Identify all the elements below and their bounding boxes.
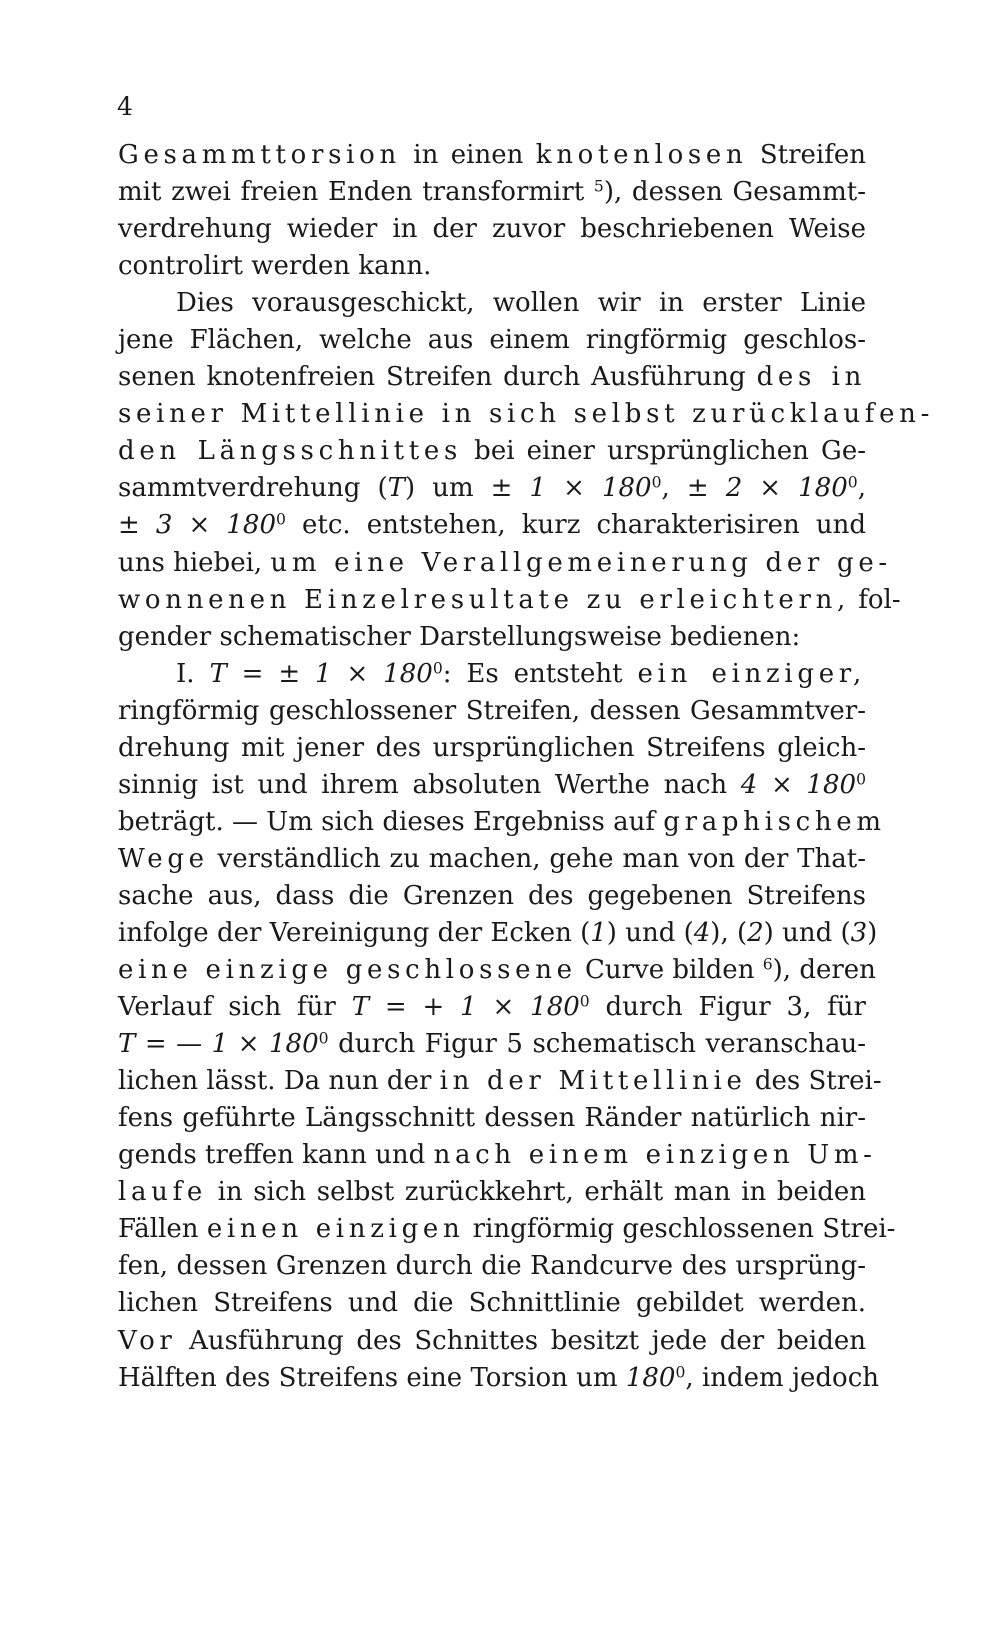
text-line <box>118 1248 866 1285</box>
text-run: Streifen <box>747 140 866 170</box>
text-run: ringförmig geschlossener Streifen, dessen Gesammtver- <box>118 695 866 726</box>
text-line <box>118 1285 866 1322</box>
superscript: 0 <box>276 510 286 529</box>
text-line <box>118 841 866 878</box>
italic-math: T <box>387 473 405 504</box>
italic-math: 2 <box>725 473 743 504</box>
text-run: Hälften des Streifens eine Torsion um <box>118 1362 626 1393</box>
spaced-emphasis: ein einziger, <box>637 658 866 689</box>
superscript: 0 <box>651 473 662 492</box>
text-run: Dies vorausgeschickt, wollen wir in erster Linie <box>176 288 866 319</box>
text-line <box>118 137 866 174</box>
text-line <box>118 915 878 952</box>
text-run: fen, dessen Grenzen durch die Randcurve des ursprüng- <box>118 1251 866 1282</box>
spaced-emphasis: wonnenen Einzelresultate zu erleichtern, <box>118 584 850 615</box>
text-line <box>118 878 866 915</box>
text-run: Curve bilden <box>576 955 763 986</box>
text-line <box>118 656 866 693</box>
spaced-emphasis: den Längsschnittes <box>118 436 463 467</box>
superscript: 5 <box>593 177 604 196</box>
text-line <box>118 1063 882 1100</box>
spaced-emphasis: knotenlosen <box>535 140 748 170</box>
spaced-emphasis: Wege <box>118 843 209 874</box>
text-run: I. <box>176 658 210 689</box>
spaced-emphasis: seiner Mittellinie in sich selbst zurücklaufen- <box>118 399 935 430</box>
italic-math: 4 <box>740 769 758 800</box>
text-run: sammtverdrehung ( <box>118 473 388 504</box>
spaced-emphasis: Gesammttorsion <box>118 140 401 170</box>
italic-math: 1 <box>460 992 477 1023</box>
text-run: × <box>546 473 602 504</box>
text-run: fens geführte Längsschnitt dessen Ränder natürlich nir- <box>118 1103 866 1134</box>
text-run: controlirt werden kann. <box>118 251 432 282</box>
text-run: infolge der Vereinigung der Ecken ( <box>118 917 591 948</box>
text-run: sache aus, dass die Grenzen des gegebenen Streifens <box>118 880 866 911</box>
text-run: lichen Streifens und die Schnittlinie gebildet werden. <box>118 1288 866 1319</box>
text-line <box>118 248 866 285</box>
superscript: 0 <box>847 473 858 492</box>
italic-math: 180 <box>383 658 433 689</box>
superscript: 0 <box>579 992 590 1011</box>
text-run: × <box>228 1029 270 1060</box>
text-line <box>118 507 866 544</box>
text-line <box>118 1026 866 1063</box>
text-run: durch Figur 5 schematisch veranschau- <box>328 1029 866 1060</box>
text-run: ± <box>118 510 156 541</box>
text-run: , ± <box>661 473 726 504</box>
text-run: beträgt. — Um sich dieses Ergebniss auf <box>118 806 664 837</box>
italic-math: 2 <box>747 917 764 948</box>
text-line <box>118 767 866 804</box>
text-line <box>118 359 866 396</box>
italic-math: 180 <box>806 769 857 800</box>
text-line <box>118 545 892 582</box>
text-run: × <box>172 510 227 541</box>
text-run: : Es entsteht <box>442 658 638 689</box>
spaced-emphasis: des in <box>756 362 866 393</box>
text-run: des Strei- <box>746 1066 882 1097</box>
italic-math: 180 <box>601 473 652 504</box>
text-run: ) <box>867 917 878 948</box>
italic-math: 1 <box>211 1029 229 1060</box>
spaced-emphasis: einen einzigen <box>206 1214 465 1245</box>
text-line <box>118 582 901 619</box>
text-line <box>118 322 866 359</box>
text-line <box>118 433 866 470</box>
text-line <box>118 285 866 322</box>
text-run: ) um ± <box>405 473 530 504</box>
superscript: 6 <box>762 955 773 974</box>
text-run: ), ( <box>710 917 748 948</box>
text-line <box>118 470 866 507</box>
spaced-emphasis: in der Mittellinie <box>439 1066 747 1097</box>
italic-math: 180 <box>798 473 848 504</box>
text-run: = ± <box>226 658 316 689</box>
italic-math: 180 <box>226 510 277 541</box>
italic-math: 3 <box>155 510 173 541</box>
text-line <box>118 693 866 730</box>
body-text <box>118 137 935 1397</box>
text-line <box>118 1211 896 1248</box>
text-run: = + <box>369 992 461 1023</box>
text-run: × <box>476 992 531 1023</box>
text-run: × <box>757 769 807 800</box>
text-run: in einen <box>400 140 536 170</box>
text-line <box>118 211 866 248</box>
text-run: ), dessen Gesammt- <box>603 177 866 208</box>
text-run: Verlauf sich für <box>118 992 352 1023</box>
spaced-emphasis: eine einzige geschlossene <box>118 955 577 986</box>
text-line <box>118 730 866 767</box>
text-run: mit zwei freien Enden transformirt <box>118 177 594 208</box>
text-line <box>118 1360 879 1397</box>
text-run: jene Flächen, welche aus einem ringförmig geschlos- <box>118 325 866 356</box>
italic-math: T <box>351 992 370 1023</box>
text-line <box>118 1137 877 1174</box>
italic-math: 1 <box>529 473 547 504</box>
text-run: × <box>331 658 384 689</box>
text-run: durch Figur 3, für <box>589 992 866 1023</box>
italic-math: 4 <box>693 917 711 948</box>
spaced-emphasis: um eine Verallgemeinerung der ge- <box>270 547 892 578</box>
text-run: fol- <box>849 584 901 615</box>
text-run: Fällen <box>118 1214 207 1245</box>
text-run: ) und ( <box>763 917 851 948</box>
text-line <box>118 952 876 989</box>
text-run: senen knotenfreien Streifen durch Ausführung <box>118 362 757 393</box>
text-line <box>118 804 886 841</box>
text-run: ), deren <box>772 955 876 986</box>
text-line <box>118 989 866 1026</box>
text-line <box>118 1100 866 1137</box>
text-run: in sich selbst zurückkehrt, erhält man in beiden <box>206 1177 866 1208</box>
text-line <box>118 396 935 433</box>
text-run: etc. entstehen, kurz charakterisiren und <box>285 510 866 541</box>
spaced-emphasis: nach einem einzigen Um- <box>433 1140 877 1171</box>
text-run: = — <box>135 1029 212 1060</box>
superscript: 0 <box>675 1362 686 1381</box>
italic-math: T <box>209 658 227 689</box>
text-run: bei einer ursprünglichen Ge- <box>462 436 866 467</box>
text-run: verdrehung wieder in der zuvor beschriebenen Weise <box>118 214 866 245</box>
text-run: gends treffen kann und <box>118 1140 434 1171</box>
text-run: gender schematischer Darstellungsweise bedienen: <box>118 621 801 652</box>
text-run: drehung mit jener des ursprünglichen Streifens gleich- <box>118 732 866 763</box>
page-number: 4 <box>117 92 133 121</box>
text-line <box>118 1323 866 1360</box>
text-run: uns hiebei, <box>118 547 271 578</box>
italic-math: 1 <box>590 917 607 948</box>
italic-math: 1 <box>315 658 332 689</box>
superscript: 0 <box>318 1029 329 1048</box>
text-run: , <box>857 473 866 504</box>
text-run: ) und ( <box>606 917 694 948</box>
text-run: , indem jedoch <box>685 1362 879 1393</box>
text-run: sinnig ist und ihrem absoluten Werthe nach <box>118 769 741 800</box>
italic-math: 180 <box>625 1362 676 1393</box>
spaced-emphasis: laufe <box>118 1177 207 1208</box>
italic-math: 180 <box>269 1029 319 1060</box>
text-run: lichen lässt. Da nun der <box>118 1066 440 1097</box>
italic-math: 180 <box>530 992 580 1023</box>
text-run: Ausführung des Schnittes besitzt jede der beiden <box>176 1325 866 1356</box>
text-line <box>118 619 866 656</box>
spaced-emphasis: graphischem <box>663 806 886 837</box>
text-run: ringförmig geschlossenen Strei- <box>464 1214 896 1245</box>
text-line <box>118 1174 866 1211</box>
italic-math: T <box>118 1029 136 1060</box>
text-run: × <box>742 473 799 504</box>
spaced-emphasis: Vor <box>118 1325 177 1356</box>
text-run: verständlich zu machen, gehe man von der That- <box>208 843 866 874</box>
italic-math: 3 <box>850 917 868 948</box>
text-line <box>118 174 866 211</box>
superscript: 0 <box>856 770 866 789</box>
superscript: 0 <box>432 659 443 678</box>
